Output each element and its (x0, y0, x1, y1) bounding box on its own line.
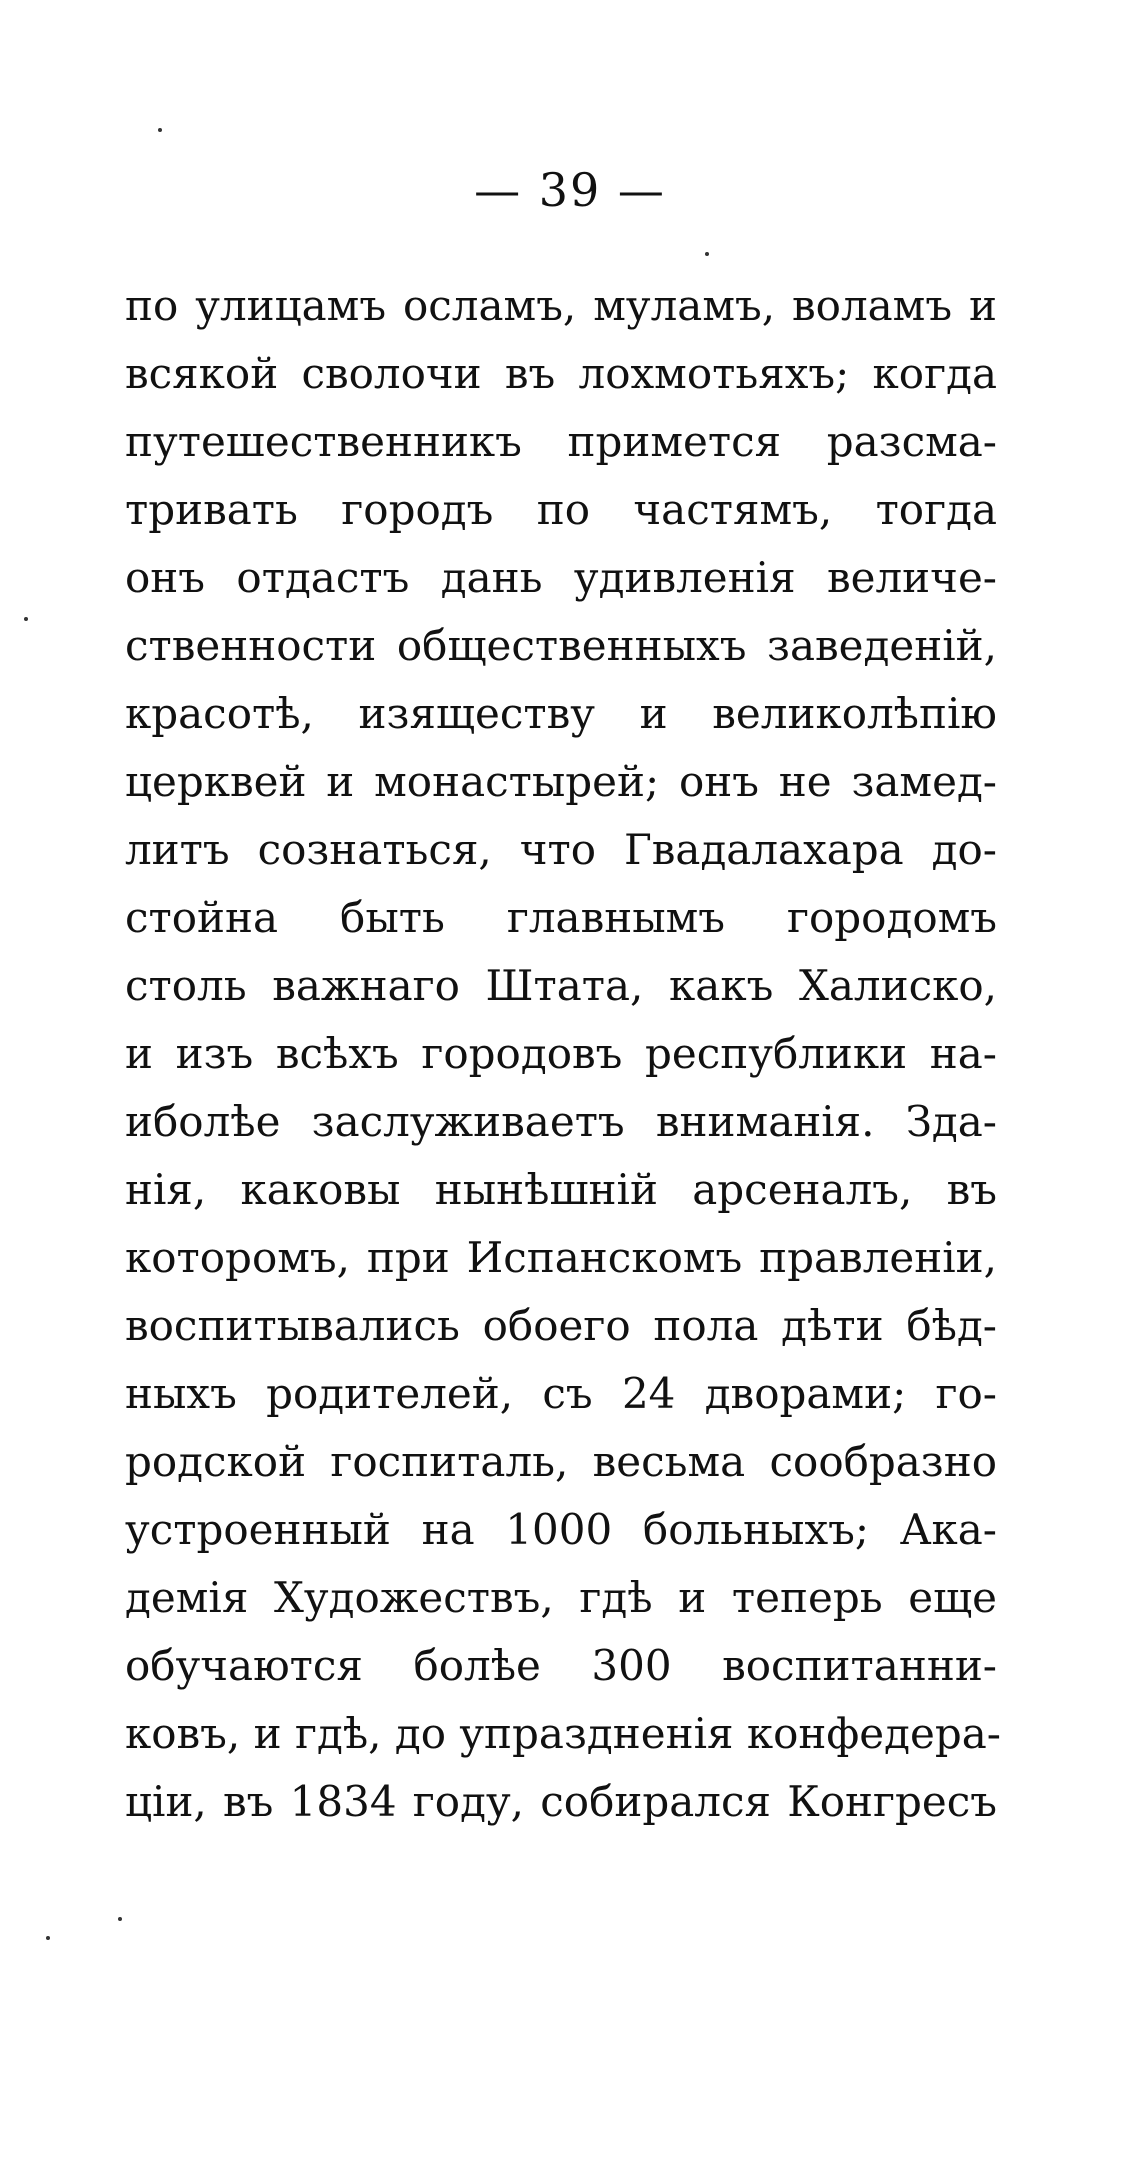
text-line: литъ сознаться, что Гвадалахара до- (125, 825, 997, 874)
text-line: нія, каковы нынѣшній арсеналъ, въ (125, 1165, 997, 1214)
text-line: которомъ, при Испанскомъ правленіи, (125, 1233, 997, 1282)
text-line: обучаются болѣе 300 воспитанни- (125, 1641, 997, 1690)
text-line: стойна быть главнымъ городомъ (125, 893, 997, 942)
page-number: — 39 — (474, 163, 666, 217)
text-line: и изъ всѣхъ городовъ республики на- (125, 1029, 997, 1078)
text-line: устроенный на 1000 больныхъ; Ака- (125, 1505, 997, 1554)
text-line: воспитывались обоего пола дѣти бѣд- (125, 1301, 997, 1350)
scan-speck (118, 1917, 122, 1921)
scan-speck (158, 128, 162, 132)
text-line: красотѣ, изяществу и великолѣпію (125, 689, 997, 738)
text-line: иболѣе заслуживаетъ вниманія. Зда- (125, 1097, 997, 1146)
text-line: ственности общественныхъ заведеній, (125, 621, 997, 670)
text-line: путешественникъ примется разсма- (125, 417, 997, 466)
text-line: ныхъ родителей, съ 24 дворами; го- (125, 1369, 997, 1418)
scan-speck (24, 617, 28, 621)
text-line: тривать городъ по частямъ, тогда (125, 485, 997, 534)
body-text (125, 272, 1001, 1836)
scan-speck (705, 252, 709, 256)
text-line: ковъ, и гдѣ, до упраздненія конфедера- (125, 1709, 1001, 1758)
text-line: по улицамъ осламъ, муламъ, воламъ и (125, 281, 997, 330)
text-line: родской госпиталь, весьма сообразно (125, 1437, 997, 1486)
text-line: ціи, въ 1834 году, собирался Конгресъ (125, 1777, 997, 1826)
text-line: столь важнаго Штата, какъ Халиско, (125, 961, 997, 1010)
text-line: церквей и монастырей; онъ не замед- (125, 757, 997, 806)
text-line: онъ отдастъ дань удивленія величе- (125, 553, 997, 602)
text-line: всякой сволочи въ лохмотьяхъ; когда (125, 349, 997, 398)
text-line: демія Художествъ, гдѣ и теперь еще (125, 1573, 997, 1622)
scan-speck (46, 1936, 50, 1940)
